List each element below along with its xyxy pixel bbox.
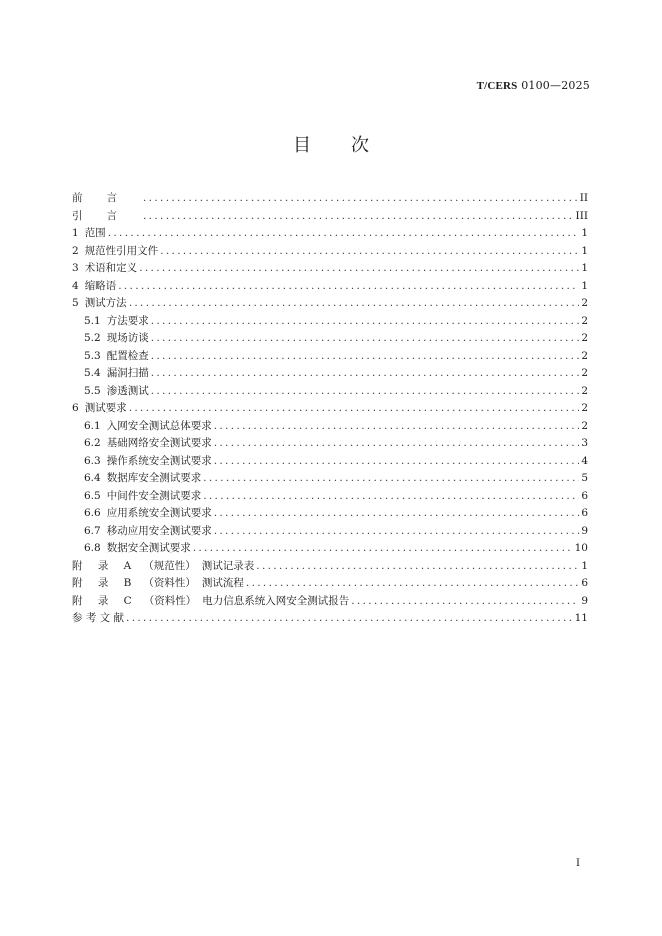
dot-leader	[108, 225, 580, 243]
appendix-type: （资料性）	[143, 594, 197, 607]
toc-entry-page: II	[579, 192, 588, 204]
toc-entry-number: 5.5	[84, 384, 101, 397]
dot-leader	[118, 278, 579, 296]
dot-leader	[256, 558, 579, 576]
toc-entry[interactable]	[72, 593, 588, 611]
toc-entry-title: 测试方法	[84, 297, 127, 309]
dot-leader	[151, 365, 580, 383]
standard-code	[477, 79, 590, 92]
toc-entry[interactable]	[72, 313, 588, 331]
toc-entry-number: 4	[72, 279, 79, 292]
toc-entry-title: 漏洞扫描	[106, 367, 149, 379]
toc-entry-number: 5.1	[84, 314, 101, 327]
toc-entry-page: 10	[574, 542, 588, 554]
toc-entry[interactable]	[72, 383, 588, 401]
dot-leader	[203, 470, 579, 488]
toc-entry-title: 术语和定义	[84, 262, 138, 274]
toc-entry[interactable]	[72, 348, 588, 366]
toc-entry-number: 1	[72, 227, 79, 239]
toc-entry-label	[72, 208, 141, 226]
toc-entry[interactable]	[72, 365, 588, 383]
toc-entry-title: 配置检查	[106, 349, 149, 362]
dot-leader	[151, 330, 580, 348]
toc-entry-number: 6.7	[84, 524, 101, 537]
toc-entry[interactable]	[72, 540, 588, 558]
toc-entry-page: 1	[581, 559, 588, 572]
table-of-contents	[72, 190, 588, 628]
toc-entry-label	[84, 488, 201, 506]
toc-entry-page: 3	[581, 437, 588, 449]
toc-entry-title: 渗透测试	[106, 384, 149, 397]
toc-entry-number: 6.4	[84, 472, 101, 484]
page-title	[0, 131, 662, 157]
dot-leader	[351, 593, 579, 611]
toc-entry-label	[84, 453, 212, 471]
toc-entry-page: 1	[581, 279, 588, 292]
toc-entry-number: 6.3	[84, 454, 101, 467]
toc-entry-label	[72, 593, 349, 611]
toc-entry-title: 引言	[72, 209, 141, 222]
toc-entry-title: 前言	[72, 192, 141, 204]
toc-entry-page: 5	[581, 472, 588, 484]
toc-entry-number: 5	[72, 297, 79, 309]
toc-entry-label	[72, 610, 124, 628]
toc-entry-number: 6.8	[84, 542, 101, 554]
toc-entry-label	[84, 505, 212, 523]
toc-entry-title: 应用系统安全测试要求	[106, 507, 212, 519]
toc-entry-title: 现场访谈	[106, 332, 149, 344]
dot-leader	[214, 418, 580, 436]
toc-entry-label	[84, 418, 212, 436]
dot-leader	[214, 453, 580, 471]
toc-entry-label	[84, 540, 191, 558]
toc-entry-title: 中间件安全测试要求	[106, 489, 202, 502]
toc-entry-page: 6	[581, 507, 588, 519]
toc-entry-number: 6.2	[84, 437, 101, 449]
toc-entry-number: 6.5	[84, 489, 101, 502]
toc-entry-number: 5.3	[84, 349, 101, 362]
toc-entry[interactable]	[72, 610, 588, 628]
toc-entry-title: 测试流程	[201, 577, 244, 589]
toc-entry[interactable]	[72, 330, 588, 348]
toc-entry-page: 11	[574, 612, 588, 624]
toc-entry-page: 6	[581, 577, 588, 589]
dot-leader	[160, 243, 579, 261]
toc-entry-title: 电力信息系统入网安全测试报告	[202, 594, 350, 607]
toc-entry-label	[72, 278, 116, 296]
toc-entry-page: 4	[581, 454, 588, 467]
toc-entry-title: 入网安全测试总体要求	[106, 419, 212, 432]
toc-entry-label	[72, 400, 127, 418]
toc-entry-number: 6.6	[84, 507, 101, 519]
standard-code-number: 0100—2025	[521, 79, 590, 92]
dot-leader	[139, 260, 579, 278]
dot-leader	[246, 575, 579, 593]
toc-entry-page: 9	[581, 524, 588, 537]
appendix-type: （资料性）	[143, 577, 196, 589]
toc-entry-title: 移动应用安全测试要求	[106, 524, 212, 537]
toc-entry-label	[72, 295, 127, 313]
toc-entry-page: 6	[581, 489, 588, 502]
toc-entry-title: 基础网络安全测试要求	[106, 437, 212, 449]
toc-entry[interactable]	[72, 523, 588, 541]
toc-entry-page: III	[575, 209, 588, 222]
toc-entry-label	[72, 558, 254, 576]
toc-entry[interactable]	[72, 243, 588, 261]
toc-entry[interactable]	[72, 470, 588, 488]
toc-entry-label	[84, 330, 149, 348]
toc-entry-page: 1	[581, 227, 588, 239]
dot-leader	[151, 348, 580, 366]
dot-leader	[193, 540, 573, 558]
dot-leader	[126, 610, 573, 628]
page-number: I	[576, 858, 580, 869]
toc-entry[interactable]	[72, 225, 588, 243]
toc-entry-label	[72, 225, 106, 243]
toc-entry-page: 2	[581, 384, 588, 397]
toc-entry-page: 2	[581, 314, 588, 327]
dot-leader	[151, 313, 580, 331]
appendix-type: （规范性）	[143, 559, 196, 572]
toc-entry[interactable]	[72, 575, 588, 593]
toc-entry-label	[84, 313, 149, 331]
toc-entry-number: 5.2	[84, 332, 101, 344]
toc-entry[interactable]	[72, 505, 588, 523]
dot-leader	[151, 383, 580, 401]
toc-entry[interactable]	[72, 208, 588, 226]
toc-entry-title: 测试要求	[84, 402, 127, 414]
toc-entry-label	[84, 435, 212, 453]
title-char-1: 目	[293, 135, 311, 156]
toc-entry-page: 2	[581, 419, 588, 432]
toc-entry-title: 方法要求	[106, 314, 149, 327]
toc-entry[interactable]	[72, 295, 588, 313]
dot-leader	[129, 295, 580, 313]
appendix-prefix: 附 录 A	[72, 559, 138, 572]
toc-entry[interactable]	[72, 435, 588, 453]
toc-entry[interactable]	[72, 190, 588, 208]
dot-leader	[214, 435, 580, 453]
toc-entry-title: 范围	[84, 227, 106, 239]
dot-leader	[214, 523, 580, 541]
toc-entry[interactable]	[72, 400, 588, 418]
toc-entry-label	[84, 470, 201, 488]
toc-entry-label	[84, 365, 149, 383]
appendix-prefix: 附 录 B	[72, 577, 138, 589]
toc-entry-page: 2	[581, 367, 588, 379]
toc-entry-page: 2	[581, 402, 588, 414]
toc-entry-number: 6	[72, 402, 79, 414]
standard-code-prefix: T/CERS	[476, 80, 518, 92]
dot-leader	[143, 190, 578, 208]
toc-entry-page: 2	[581, 297, 588, 309]
toc-entry-number: 5.4	[84, 367, 101, 379]
toc-entry-title: 规范性引用文件	[84, 244, 159, 257]
toc-entry[interactable]	[72, 260, 588, 278]
toc-entry-title: 测试记录表	[201, 559, 255, 572]
toc-entry-title: 数据库安全测试要求	[106, 472, 202, 484]
toc-entry-page: 2	[581, 349, 588, 362]
toc-entry-label	[84, 348, 149, 366]
toc-entry-page: 1	[581, 262, 588, 274]
toc-entry-number: 2	[72, 244, 79, 257]
toc-entry[interactable]	[72, 278, 588, 296]
dot-leader	[143, 208, 574, 226]
toc-entry-page: 9	[581, 594, 588, 607]
toc-entry-label	[84, 383, 149, 401]
toc-entry-title: 参 考 文 献	[72, 612, 125, 624]
toc-entry-title: 缩略语	[84, 279, 117, 292]
toc-entry-title: 数据安全测试要求	[106, 542, 191, 554]
toc-entry-number: 6.1	[84, 419, 101, 432]
toc-entry[interactable]	[72, 453, 588, 471]
toc-entry[interactable]	[72, 558, 588, 576]
dot-leader	[214, 505, 580, 523]
toc-entry-page: 1	[581, 244, 588, 257]
toc-entry-label	[72, 260, 137, 278]
toc-entry-label	[72, 575, 244, 593]
title-char-2: 次	[351, 135, 369, 156]
toc-entry-label	[84, 523, 212, 541]
toc-entry-label	[72, 190, 141, 208]
toc-entry-number: 3	[72, 262, 79, 274]
toc-entry-title: 操作系统安全测试要求	[106, 454, 212, 467]
dot-leader	[129, 400, 580, 418]
toc-entry-label	[72, 243, 158, 261]
appendix-prefix: 附 录 C	[72, 594, 138, 607]
toc-entry-page: 2	[581, 332, 588, 344]
toc-entry[interactable]	[72, 418, 588, 436]
toc-entry[interactable]	[72, 488, 588, 506]
dot-leader	[203, 488, 579, 506]
